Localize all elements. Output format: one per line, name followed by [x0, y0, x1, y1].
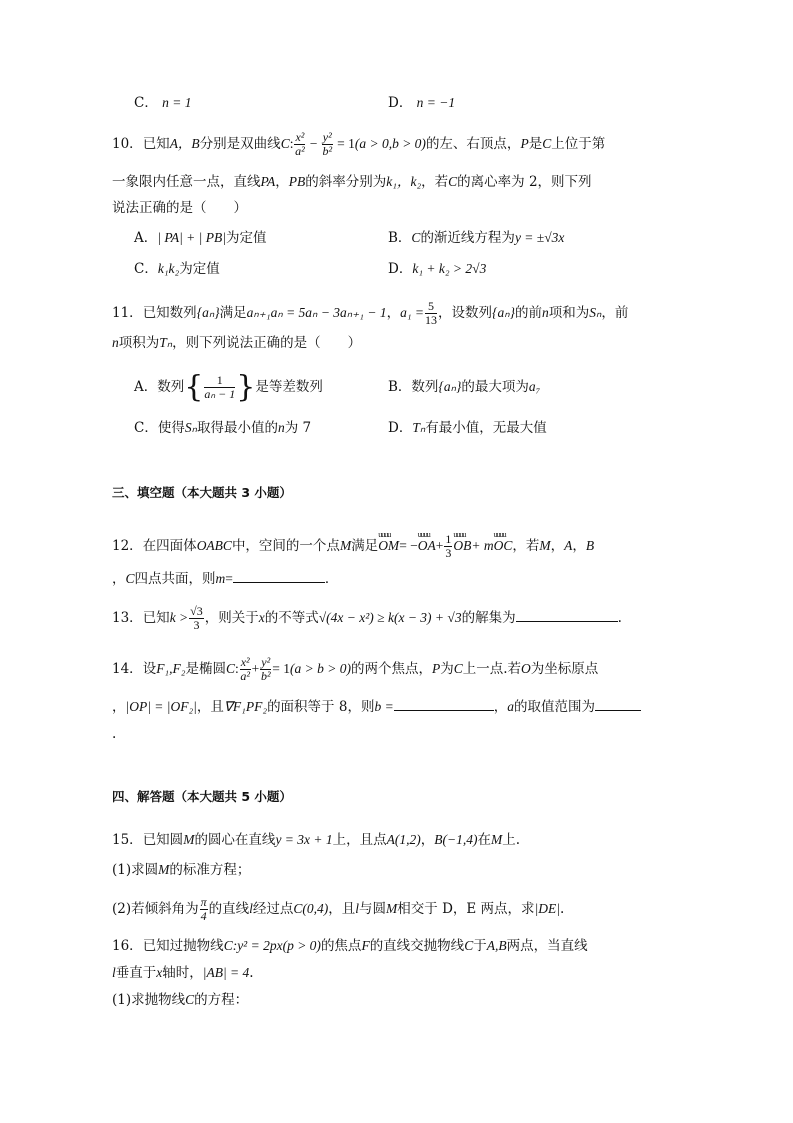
- math: M: [539, 538, 551, 553]
- math: OABC: [196, 538, 232, 553]
- math: F₁,F₂: [156, 661, 186, 676]
- math: +: [435, 538, 444, 553]
- text: 上，且点: [332, 832, 387, 848]
- fraction-1-3: $\frac{1}{3}$: [445, 532, 452, 560]
- math: Sₙ: [184, 420, 197, 435]
- question-number: 15．: [112, 832, 143, 848]
- q11-option-a: [134, 369, 323, 405]
- text: .: [617, 610, 622, 626]
- q16-part-1: [112, 990, 248, 1010]
- q12-line-1: [112, 533, 594, 560]
- text: 的取值范围为: [513, 699, 595, 715]
- text: (1)求抛物线: [112, 992, 186, 1008]
- math: |AB| = 4: [202, 965, 250, 980]
- math: a: [507, 699, 514, 714]
- q14-line-1: 14．设F₁,F₂是椭圆C: $\frac{\text{x²}}{\text{a²}}$ + $\frac{\text{y²}}{\text{b²}}$ = 1(a > b > 0)的两个焦点，P为C上一点.若O为坐标原点: [112, 655, 599, 683]
- text: 有最小值，无最大值: [425, 420, 547, 436]
- option-label: C．: [134, 95, 158, 111]
- text: ，: [112, 571, 126, 587]
- fraction-x2-a2: $\frac{\text{x²}}{\text{a²}}$: [295, 130, 305, 158]
- math: k >: [169, 610, 189, 625]
- question-number: 16．: [112, 938, 143, 954]
- math: l: [355, 901, 360, 916]
- math: √(4x − x²) ≥ k(x − 3) + √3: [318, 610, 462, 625]
- math: aₙ₊₁aₙ = 5aₙ − 3aₙ₊₁ − 1: [246, 305, 387, 320]
- math: n: [112, 335, 119, 350]
- text: 的不等式: [264, 610, 319, 626]
- answer-blank[interactable]: [595, 696, 641, 711]
- q11-line-2: [112, 333, 361, 353]
- text: 垂直于: [115, 965, 157, 981]
- math: M: [339, 538, 352, 553]
- text: ，: [275, 174, 289, 190]
- math: M: [386, 901, 398, 916]
- fraction-x2-a2: $\frac{\text{x²}}{\text{a²}}$: [240, 655, 250, 683]
- q9-option-d: [388, 93, 455, 113]
- text: 已知过抛物线: [142, 938, 224, 954]
- q10-option-d: [388, 259, 486, 279]
- math: C: [125, 571, 135, 586]
- vector-om: uuuu OM: [378, 536, 399, 556]
- text: ，且: [328, 901, 356, 917]
- text: 的直线: [208, 901, 250, 917]
- math: (a > 0,b > 0): [354, 136, 426, 151]
- fraction-pi-4: $\frac{\pi}{4}$: [200, 895, 207, 923]
- text: ，设数列: [438, 305, 493, 321]
- q13-line-1: [112, 605, 622, 632]
- math: |OP| = |OF₂|: [125, 699, 197, 714]
- text: 与圆: [359, 901, 387, 917]
- q15-part-1: [112, 860, 250, 880]
- text: (2)若倾斜角为: [112, 901, 199, 917]
- text: 的最大项为: [461, 379, 529, 395]
- math: A: [564, 538, 573, 553]
- text: 取得最小值的: [196, 420, 278, 436]
- text: .: [559, 901, 565, 917]
- text: ，前: [601, 305, 629, 321]
- math: C: [542, 136, 552, 151]
- text: 是椭圆: [185, 661, 226, 677]
- q12-line-2: [112, 568, 338, 589]
- text: 一象限内任意一点，直线: [112, 174, 261, 190]
- text: 在: [477, 832, 492, 848]
- q14-line-3: .: [112, 726, 117, 742]
- text: ，若: [512, 538, 540, 554]
- question-number: 10．: [112, 136, 143, 152]
- brace-left: {: [184, 369, 204, 405]
- math: C: [411, 230, 421, 245]
- math: y = 3x + 1: [275, 832, 333, 847]
- question-number: 12．: [112, 538, 143, 554]
- math: B: [585, 538, 595, 553]
- math: + m: [471, 538, 494, 553]
- math: C: [225, 661, 235, 676]
- q16-line-1: [112, 936, 588, 956]
- q10-option-a: [134, 228, 266, 248]
- math: B(−1,4): [434, 832, 478, 847]
- answer-blank[interactable]: [394, 696, 494, 711]
- q11-option-b: [388, 377, 540, 397]
- question-number: 13．: [112, 610, 143, 626]
- math: A(1,2): [386, 832, 421, 847]
- fraction-sqrt3-3: $\frac{√3}{3}$: [190, 604, 203, 632]
- q10-line-1: 10．已知A，B分别是双曲线C: $\frac{\text{x²}}{\text{a²}}$ − $\frac{\text{y²}}{\text{b²}}$ = 1(a > 0,b > 0)的左、右顶点，P是C上位于第: [112, 130, 606, 158]
- text: ，且: [196, 699, 224, 715]
- math: {aₙ}: [492, 305, 515, 320]
- option-label: C．使得: [134, 420, 185, 436]
- math: x: [258, 610, 265, 625]
- text: 上一点.若: [462, 661, 522, 677]
- math: k₁，k₂: [386, 174, 422, 189]
- text: 轴时，: [162, 965, 203, 981]
- math: C: [280, 136, 290, 151]
- option-label: D．: [388, 95, 413, 111]
- math: (a > b > 0): [289, 661, 351, 676]
- math: =: [225, 571, 233, 586]
- math: | PA| + | PB|: [157, 230, 226, 245]
- math: Tₙ: [159, 335, 173, 350]
- q15-line-1: [112, 830, 520, 850]
- q10-line-3: 说法正确的是（ ）: [112, 200, 247, 216]
- math: m: [215, 571, 226, 586]
- option-label: D．: [388, 261, 413, 277]
- math: O: [521, 661, 531, 676]
- text: ，: [112, 699, 126, 715]
- text: 已知: [142, 610, 170, 626]
- math: a₁ =: [400, 305, 425, 320]
- math: F: [361, 938, 370, 953]
- text: 分别是双曲线: [199, 136, 281, 152]
- text: 是: [528, 136, 543, 152]
- math: Sₙ: [589, 305, 602, 320]
- vector-oc: uuuu OC: [494, 536, 513, 556]
- math: l: [112, 965, 116, 980]
- text: 的解集为: [461, 610, 516, 626]
- math: {aₙ}: [196, 305, 220, 320]
- math: PA: [260, 174, 276, 189]
- vector-oa: uuuu OA: [418, 536, 436, 556]
- option-label: D．: [388, 420, 413, 436]
- text: .: [249, 965, 254, 981]
- vector-ob: uuuu OB: [453, 536, 471, 556]
- text: 经过点: [252, 901, 294, 917]
- text: 上.: [502, 832, 521, 848]
- text: 设: [142, 661, 157, 677]
- math: l: [249, 901, 253, 916]
- math: = −: [399, 538, 418, 553]
- text: 项和为: [548, 305, 590, 321]
- q10-line-2: [112, 172, 592, 192]
- text: (1)求圆: [112, 862, 159, 878]
- section-heading-answer: 四、解答题（本大题共 5 小题）: [112, 789, 292, 804]
- text: 的左、右顶点，: [425, 136, 521, 152]
- answer-blank[interactable]: [233, 568, 325, 583]
- math: b =: [374, 699, 394, 714]
- text: 的圆心在直线: [194, 832, 276, 848]
- math: P: [431, 661, 441, 676]
- math: Tₙ: [412, 420, 426, 435]
- q10-option-b: [388, 228, 564, 248]
- text: ，: [572, 538, 586, 554]
- q15-part-2: [112, 896, 564, 923]
- math: P: [520, 136, 529, 151]
- math: k₁ + k₂ > 2√3: [412, 261, 487, 276]
- math-expr: n = −1: [416, 95, 456, 110]
- option-label: B．数列: [388, 379, 439, 395]
- math: C: [448, 174, 458, 189]
- text: 两点，当直线: [506, 938, 588, 954]
- text: 满足: [351, 538, 379, 554]
- text: 项积为: [118, 335, 160, 351]
- text: 的两个焦点，: [350, 661, 432, 677]
- q11-option-d: [388, 418, 547, 438]
- text: ，则关于: [204, 610, 259, 626]
- q11-line-1: [112, 300, 628, 327]
- option-label: A．: [134, 230, 158, 246]
- math: C: [464, 938, 474, 953]
- q14-line-2: [112, 696, 641, 717]
- q10-option-c: [134, 259, 220, 279]
- math: C: [185, 992, 195, 1007]
- text: 的面积等于 8，则: [267, 699, 375, 715]
- math: a₇: [528, 379, 541, 394]
- question-number: 14．: [112, 661, 143, 677]
- fraction-5-13: $\frac{5}{13}$: [425, 299, 438, 327]
- text: 满足: [219, 305, 247, 321]
- text: 为 7: [284, 420, 312, 436]
- math: n: [277, 420, 285, 435]
- math: M: [491, 832, 503, 847]
- question-number: 11．: [112, 305, 143, 321]
- text: ．: [324, 571, 339, 587]
- text: 在四面体: [142, 538, 197, 554]
- text: 为坐标原点: [530, 661, 599, 677]
- q16-line-2: [112, 963, 254, 983]
- math: M: [183, 832, 195, 847]
- brace-right: }: [236, 369, 256, 405]
- text: 的方程：: [194, 992, 249, 1008]
- text: 已知数列: [142, 305, 197, 321]
- math: x: [156, 965, 163, 980]
- option-label: A．数列: [134, 379, 185, 395]
- text: 中，空间的一个点: [231, 538, 340, 554]
- fraction-y2-b2: $\frac{\text{y²}}{\text{b²}}$: [322, 130, 333, 158]
- math: y = ±√3x: [514, 230, 565, 245]
- option-label: C．: [134, 261, 158, 277]
- text: ，若: [421, 174, 449, 190]
- text: ，: [386, 305, 401, 321]
- math: M: [158, 862, 170, 877]
- text: 已知圆: [142, 832, 184, 848]
- text: ，则下列说法正确的是（ ）: [172, 335, 362, 351]
- text: ，: [420, 832, 435, 848]
- math: ∇F₁PF₂: [223, 699, 268, 714]
- text: 是等差数列: [255, 379, 323, 395]
- math: A,B: [486, 938, 507, 953]
- math: |DE|: [534, 901, 560, 916]
- math: C:y² = 2px(p > 0): [223, 938, 321, 953]
- math: C: [453, 661, 463, 676]
- text: 于: [473, 938, 487, 954]
- text: 的斜率分别为: [305, 174, 387, 190]
- text: 为定值: [179, 261, 220, 277]
- text: 为: [440, 661, 454, 677]
- text: 的渐近线方程为: [420, 230, 515, 246]
- text: 的标准方程；: [169, 862, 251, 878]
- text: 为定值: [225, 230, 267, 246]
- text: 的焦点: [320, 938, 362, 954]
- fraction-y2-b2: $\frac{\text{y²}}{\text{b²}}$: [260, 655, 271, 683]
- q11-option-c: [134, 418, 311, 438]
- text: 相交于 D，E 两点，求: [397, 901, 535, 917]
- math: PB: [288, 174, 306, 189]
- math: k₁k₂: [157, 261, 180, 276]
- math: n: [541, 305, 549, 320]
- colon: :: [289, 136, 294, 151]
- fraction-1-an-1: $\frac{1}{\text{aₙ − 1}}$: [204, 373, 236, 401]
- math: {aₙ}: [438, 379, 462, 394]
- math: C(0,4): [293, 901, 329, 916]
- text: 的离心率为 2，则下列: [457, 174, 592, 190]
- option-label: B．: [388, 230, 412, 246]
- text: 的直线交抛物线: [369, 938, 465, 954]
- text: 上位于第: [551, 136, 606, 152]
- text: 的前: [514, 305, 542, 321]
- text: ，: [493, 699, 508, 715]
- text: 已知: [142, 136, 170, 152]
- math: A，B: [169, 136, 200, 151]
- text: ，: [550, 538, 565, 554]
- section-heading-fill-blank: 三、填空题（本大题共 3 小题）: [112, 485, 292, 500]
- text: 四点共面，则: [134, 571, 216, 587]
- math-expr: n = 1: [162, 95, 192, 110]
- q9-option-c: [134, 93, 192, 113]
- answer-blank[interactable]: [516, 607, 618, 622]
